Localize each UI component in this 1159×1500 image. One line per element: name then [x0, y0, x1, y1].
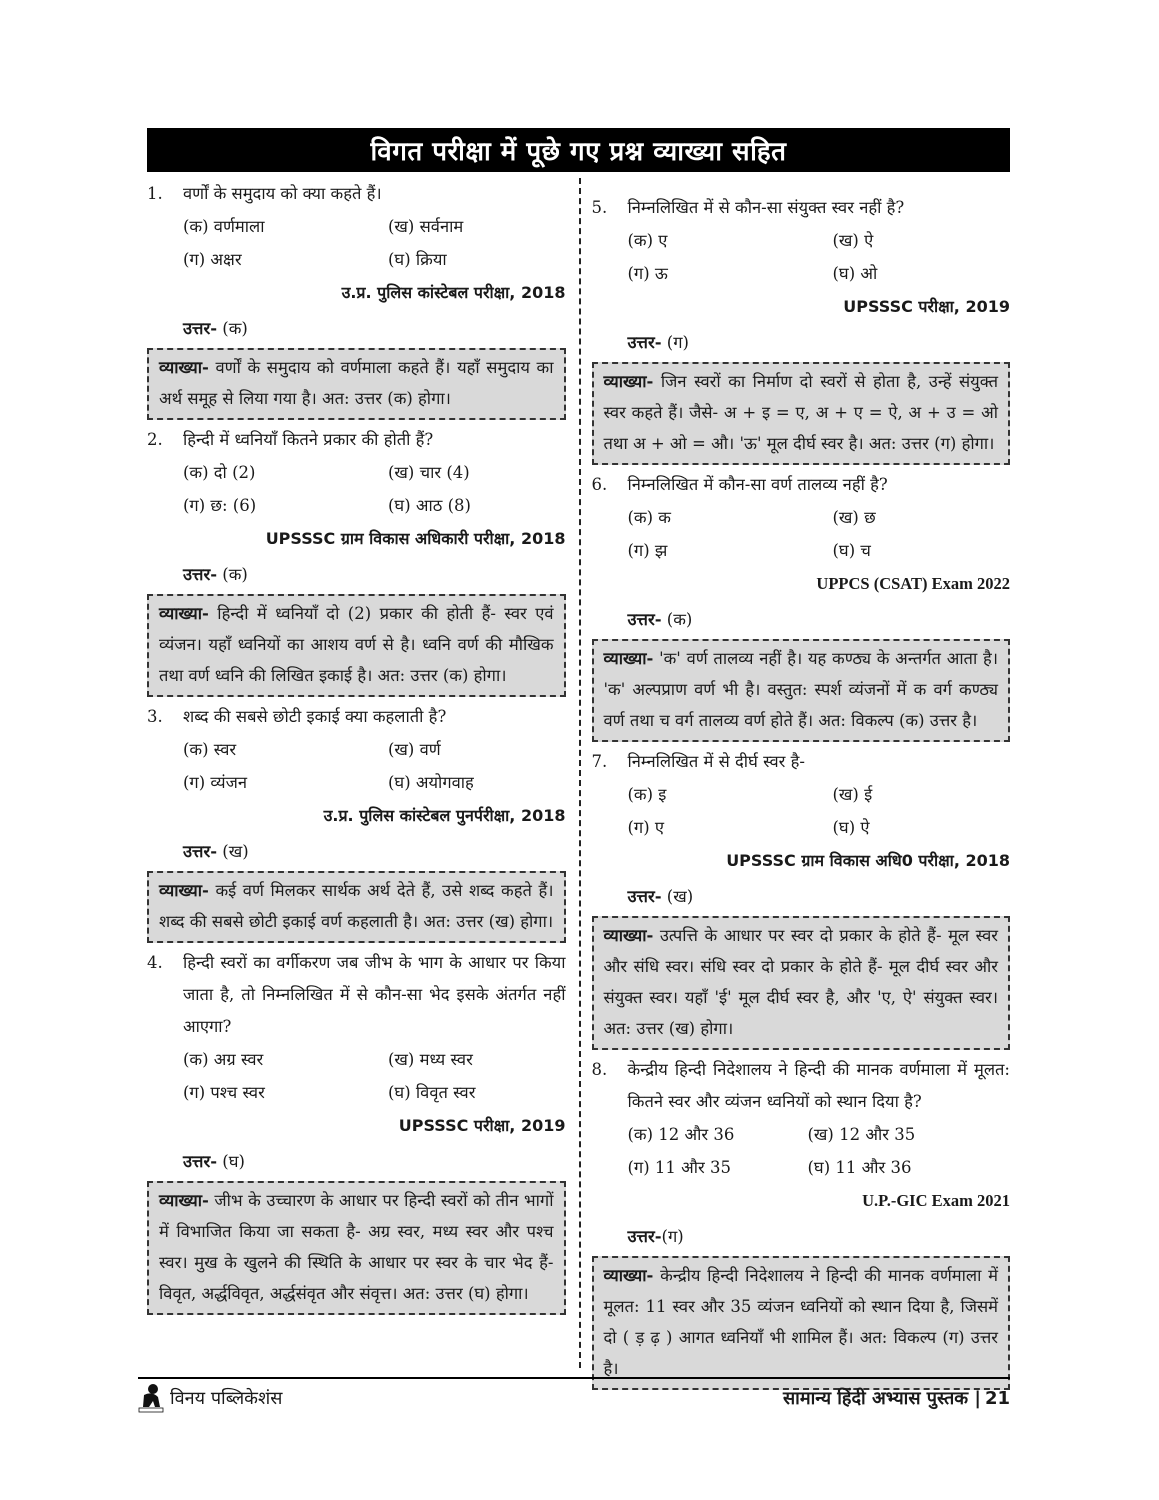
- answer-label: उत्तर-: [627, 610, 662, 629]
- answer-value: (क): [222, 565, 248, 584]
- options: [592, 778, 1011, 844]
- question-block: [147, 424, 566, 697]
- explanation-label: व्याख्या-: [603, 372, 654, 391]
- question-block: [592, 1054, 1011, 1390]
- left-column: [147, 178, 566, 1394]
- option: (ग) अक्षर: [183, 250, 242, 269]
- answer-value: (ख): [666, 887, 694, 906]
- option: (क) 12 और 36: [627, 1125, 735, 1144]
- question-number: 4.: [147, 953, 163, 972]
- question-text: निम्नलिखित में कौन-सा वर्ण तालव्य नहीं है?: [627, 475, 888, 494]
- question-number: 5.: [591, 198, 608, 217]
- book-footer: [783, 1386, 1010, 1410]
- option: (ख) ई: [832, 785, 873, 804]
- question-number: 8.: [591, 1060, 608, 1079]
- answer-value: (क): [222, 319, 248, 338]
- explanation-box: [592, 916, 1011, 1050]
- option: (ग) पश्च स्वर: [183, 1083, 265, 1102]
- exam-source: UPSSSC परीक्षा, 2019: [843, 297, 1010, 316]
- section-title: विगत परीक्षा में पूछे गए प्रश्न व्याख्या सहित: [370, 137, 787, 167]
- explanation-text: हिन्दी में ध्वनियाँ दो (2) प्रकार की होती हैं- स्वर एवं व्यंजन। यहाँ ध्वनियों का आशय वर्ण से है। ध्वनि वर्ण की मौखिक तथा वर्ण ध्वनि की लिखित इकाई है। अत: उत्तर (क) होगा।: [159, 604, 554, 685]
- question-block: [147, 947, 566, 1315]
- option: (घ) क्रिया: [388, 250, 447, 269]
- option: (घ) च: [832, 541, 871, 560]
- explanation-label: व्याख्या-: [159, 1191, 209, 1210]
- option: (ग) ए: [627, 818, 665, 837]
- options: [147, 456, 566, 522]
- explanation-label: व्याख्या-: [603, 649, 654, 668]
- option: (ख) वर्ण: [388, 740, 441, 759]
- page-number: 21: [984, 1388, 1010, 1409]
- answer-line: [147, 835, 566, 869]
- publisher-name: विनय पब्लिकेशंस: [170, 1388, 283, 1409]
- explanation-text: उत्पत्ति के आधार पर स्वर दो प्रकार के होते हैं- मूल स्वर और संधि स्वर। संधि स्वर दो प्रकार के होते हैं- मूल दीर्घ स्वर और संयुक्त स्वर। यहाँ 'ई' मूल दीर्घ स्वर है, और 'ए, ऐ' संयुक्त स्वर। अत: उत्तर (ख) होगा।: [603, 926, 998, 1038]
- section-banner: [147, 128, 1010, 172]
- question-text: हिन्दी स्वरों का वर्गीकरण जब जीभ के भाग के आधार पर किया जाता है, तो निम्नलिखित में से कौन-सा भेद इसके अंतर्गत नहीं आएगा?: [183, 953, 566, 1036]
- options: [147, 733, 566, 799]
- option: (ख) सर्वनाम: [388, 217, 464, 236]
- options: [147, 210, 566, 276]
- answer-line: [592, 603, 1011, 637]
- book-title: सामान्य हिंदी अभ्यास पुस्तक: [783, 1388, 969, 1409]
- question-text: निम्नलिखित में से कौन-सा संयुक्त स्वर नहीं है?: [627, 198, 905, 217]
- page: [147, 128, 1010, 1394]
- explanation-label: व्याख्या-: [603, 926, 654, 945]
- answer-label: उत्तर-: [627, 333, 662, 352]
- option: (ख) चार (4): [388, 463, 470, 482]
- options: [592, 1118, 1011, 1184]
- explanation-text: जीभ के उच्चारण के आधार पर हिन्दी स्वरों को तीन भागों में विभाजित किया जा सकता है- अग्र स्वर, मध्य स्वर और पश्च स्वर। मुख के खुलने की स्थिति के आधार पर स्वर के चार भेद हैं- विवृत, अर्द्धविवृत, अर्द्धसंवृत और संवृत्त। अत: उत्तर (घ) होगा।: [159, 1191, 554, 1303]
- options: [592, 501, 1011, 567]
- explanation-label: व्याख्या-: [159, 604, 209, 623]
- options: [147, 1043, 566, 1109]
- option: (ख) ऐ: [832, 231, 874, 250]
- option: (ग) झ: [627, 541, 668, 560]
- answer-label: उत्तर-: [183, 842, 218, 861]
- column-divider: [579, 178, 581, 1368]
- explanation-text: कई वर्ण मिलकर सार्थक अर्थ देते हैं, उसे शब्द कहते हैं। शब्द की सबसे छोटी इकाई वर्ण कहलाती है। अत: उत्तर (ख) होगा।: [159, 881, 554, 931]
- answer-label: उत्तर-: [183, 319, 218, 338]
- answer-value: (क): [666, 610, 693, 629]
- answer-label: उत्तर-: [627, 1227, 662, 1246]
- option: (घ) अयोगवाह: [388, 773, 474, 792]
- question-block: [147, 701, 566, 943]
- exam-source: UPPCS (CSAT) Exam 2022: [816, 574, 1010, 593]
- answer-line: [592, 880, 1011, 914]
- explanation-text: जिन स्वरों का निर्माण दो स्वरों से होता है, उन्हें संयुक्त स्वर कहते हैं। जैसे- अ + इ = ए, अ + ए = ऐ, अ + उ = ओ तथा अ + ओ = औ। 'ऊ' मूल दीर्घ स्वर है। अत: उत्तर (ग) होगा।: [603, 372, 999, 453]
- answer-label: उत्तर-: [627, 887, 662, 906]
- question-number: 2.: [147, 430, 163, 449]
- publisher-logo-icon: [138, 1383, 164, 1413]
- exam-source: UPSSSC परीक्षा, 2019: [398, 1116, 566, 1135]
- question-block: [592, 192, 1011, 465]
- option: (क) अग्र स्वर: [183, 1050, 264, 1069]
- answer-label: उत्तर-: [183, 565, 218, 584]
- option: (ग) छ: (6): [183, 496, 257, 515]
- explanation-box: [592, 362, 1011, 465]
- question-block: [592, 746, 1011, 1050]
- question-text: शब्द की सबसे छोटी इकाई क्या कहलाती है?: [183, 707, 447, 726]
- option: (ग) ऊ: [627, 264, 668, 283]
- option: (क) क: [627, 508, 671, 527]
- question-text: हिन्दी में ध्वनियाँ कितने प्रकार की होती हैं?: [183, 430, 434, 449]
- option: (क) इ: [627, 785, 667, 804]
- page-footer: [138, 1377, 1010, 1413]
- answer-line: [592, 1220, 1011, 1254]
- option: (क) स्वर: [183, 740, 237, 759]
- question-text: वर्णों के समुदाय को क्या कहते हैं।: [183, 184, 382, 203]
- option: (क) वर्णमाला: [183, 217, 265, 236]
- question-text: केन्द्रीय हिन्दी निदेशालय ने हिन्दी की मानक वर्णमाला में मूलत: कितने स्वर और व्यंजन ध्वनियों को स्थान दिया है?: [627, 1060, 1010, 1111]
- option: (घ) 11 और 36: [807, 1158, 912, 1177]
- option: (ख) छ: [832, 508, 876, 527]
- explanation-box: [147, 348, 566, 420]
- separator: |: [974, 1388, 981, 1409]
- exam-source: U.P.-GIC Exam 2021: [862, 1191, 1010, 1210]
- exam-source: उ.प्र. पुलिस कांस्टेबल परीक्षा, 2018: [341, 283, 566, 302]
- explanation-label: व्याख्या-: [159, 881, 209, 900]
- options: [592, 224, 1011, 290]
- question-block: [592, 469, 1011, 742]
- question-number: 1.: [147, 184, 163, 203]
- option: (ख) 12 और 35: [807, 1125, 916, 1144]
- question-number: 6.: [591, 475, 608, 494]
- option: (घ) ऐ: [832, 818, 870, 837]
- explanation-text: केन्द्रीय हिन्दी निदेशालय ने हिन्दी की मानक वर्णमाला में मूलत: 11 स्वर और 35 व्यंजन ध्वनियों को स्थान दिया है, जिसमें दो ( ड़ ढ़ ) आगत ध्वनियाँ भी शामिल हैं। अत: विकल्प (ग) उत्तर है।: [603, 1266, 998, 1378]
- option: (घ) आठ (8): [388, 496, 471, 515]
- two-column-body: [147, 178, 1010, 1394]
- explanation-text: 'क' वर्ण तालव्य नहीं है। यह कण्ठ्य के अन्तर्गत आता है। 'क' अल्पप्राण वर्ण भी है। वस्तुत: स्पर्श व्यंजनों में क वर्ग कण्ठ्य वर्ण तथा च वर्ग तालव्य वर्ण होते हैं। अत: विकल्प (क) उत्तर है।: [603, 649, 998, 730]
- option: (क) दो (2): [183, 463, 256, 482]
- answer-line: [147, 312, 566, 346]
- explanation-label: व्याख्या-: [603, 1266, 654, 1285]
- answer-value: (ग): [661, 1227, 684, 1246]
- answer-label: उत्तर-: [183, 1152, 218, 1171]
- explanation-box: [147, 594, 566, 697]
- publisher-brand: [138, 1383, 282, 1413]
- answer-line: [147, 558, 566, 592]
- right-column: [592, 178, 1011, 1394]
- question-number: 7.: [591, 752, 608, 771]
- option: (घ) ओ: [832, 264, 878, 283]
- explanation-box: [147, 1181, 566, 1315]
- explanation-box: [592, 1256, 1011, 1390]
- question-block: [147, 178, 566, 420]
- exam-source: उ.प्र. पुलिस कांस्टेबल पुनर्परीक्षा, 2018: [323, 806, 566, 825]
- option: (ग) 11 और 35: [627, 1158, 732, 1177]
- explanation-text: वर्णों के समुदाय को वर्णमाला कहते हैं। यहाँ समुदाय का अर्थ समूह से लिया गया है। अत: उत्तर (क) होगा।: [159, 358, 554, 408]
- exam-source: UPSSSC ग्राम विकास अधि0 परीक्षा, 2018: [726, 851, 1010, 870]
- option: (ख) मध्य स्वर: [388, 1050, 473, 1069]
- question-text: निम्नलिखित में से दीर्घ स्वर है-: [627, 752, 805, 771]
- answer-value: (ख): [222, 842, 249, 861]
- explanation-box: [147, 871, 566, 943]
- option: (घ) विवृत स्वर: [388, 1083, 476, 1102]
- answer-line: [592, 326, 1011, 360]
- question-number: 3.: [147, 707, 163, 726]
- exam-source: UPSSSC ग्राम विकास अधिकारी परीक्षा, 2018: [265, 529, 566, 548]
- answer-line: [147, 1145, 566, 1179]
- answer-value: (घ): [222, 1152, 245, 1171]
- option: (ग) व्यंजन: [183, 773, 248, 792]
- explanation-box: [592, 639, 1011, 742]
- answer-value: (ग): [666, 333, 689, 352]
- explanation-label: व्याख्या-: [159, 358, 209, 377]
- option: (क) ए: [627, 231, 668, 250]
